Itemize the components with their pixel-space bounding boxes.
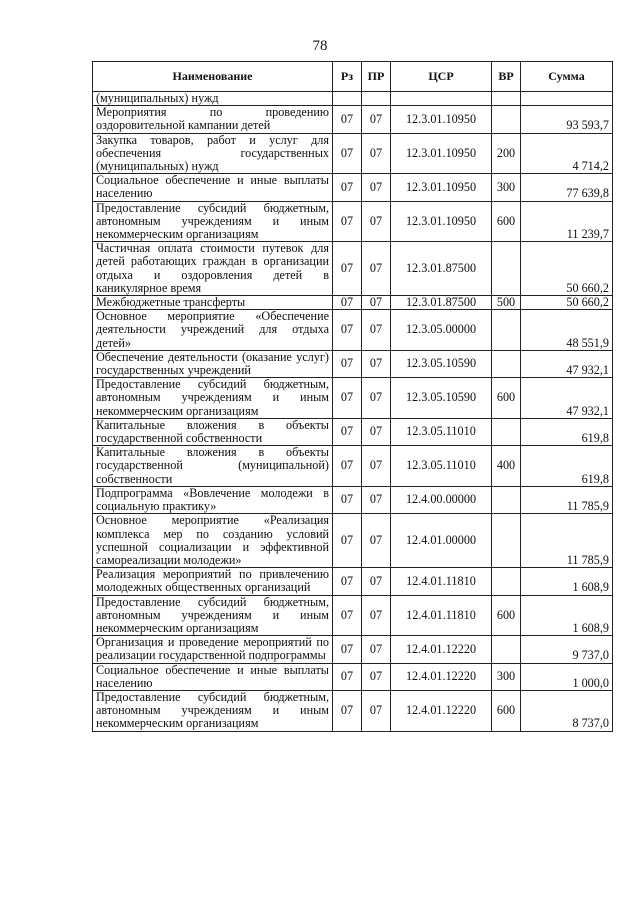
cell-pr [362,92,391,106]
table-row [93,242,613,296]
cell-vr [492,514,521,568]
cell-vr: 300 [492,174,521,201]
cell-vr [492,106,521,133]
cell-pr: 07 [362,514,391,568]
column-header-pr: ПР [362,62,391,92]
cell-csr: 12.4.01.12220 [391,663,492,690]
cell-pr: 07 [362,568,391,595]
cell-vr [492,486,521,513]
cell-csr: 12.3.01.10950 [391,133,492,174]
table-row [93,133,613,174]
cell-sum: 11 785,9 [521,486,613,513]
cell-rz: 07 [333,418,362,445]
table-header-row [93,62,613,92]
cell-name: Капитальные вложения в объекты государственной (муниципальной) собственности [93,446,333,487]
cell-vr: 200 [492,133,521,174]
cell-vr [492,242,521,296]
column-header-sum: Сумма [521,62,613,92]
cell-pr: 07 [362,201,391,242]
cell-pr: 07 [362,486,391,513]
cell-vr: 600 [492,378,521,419]
cell-name: Социальное обеспечение и иные выплаты населению [93,174,333,201]
cell-csr [391,92,492,106]
cell-sum: 4 714,2 [521,133,613,174]
cell-sum: 50 660,2 [521,242,613,296]
cell-name: Социальное обеспечение и иные выплаты населению [93,663,333,690]
cell-rz: 07 [333,663,362,690]
table-row [93,418,613,445]
cell-vr [492,350,521,377]
cell-rz: 07 [333,446,362,487]
cell-name: Основное мероприятие «Реализация комплекса мер по созданию условий успешной социализации и эффективной самореализации молодежи» [93,514,333,568]
cell-csr: 12.3.05.11010 [391,446,492,487]
table-row [93,106,613,133]
cell-name: Предоставление субсидий бюджетным, автономным учреждениям и иным некоммерческим организациям [93,690,333,731]
cell-name: Капитальные вложения в объекты государственной собственности [93,418,333,445]
table-row [93,296,613,310]
cell-csr: 12.3.05.00000 [391,310,492,351]
cell-rz: 07 [333,174,362,201]
cell-name: Межбюджетные трансферты [93,296,333,310]
cell-pr: 07 [362,133,391,174]
cell-rz: 07 [333,242,362,296]
cell-rz: 07 [333,486,362,513]
cell-pr: 07 [362,663,391,690]
table-row [93,636,613,663]
cell-csr: 12.3.01.10950 [391,174,492,201]
cell-rz: 07 [333,133,362,174]
cell-rz: 07 [333,106,362,133]
cell-csr: 12.4.01.11810 [391,595,492,636]
cell-csr: 12.4.01.11810 [391,568,492,595]
cell-csr: 12.3.05.10590 [391,350,492,377]
cell-rz: 07 [333,690,362,731]
cell-name: Организация и проведение мероприятий по реализации государственной подпрограммы [93,636,333,663]
table-row [93,174,613,201]
table-row [93,568,613,595]
cell-sum: 48 551,9 [521,310,613,351]
cell-sum: 11 239,7 [521,201,613,242]
cell-sum: 47 932,1 [521,378,613,419]
cell-csr: 12.3.05.10590 [391,378,492,419]
cell-pr: 07 [362,636,391,663]
cell-rz [333,92,362,106]
table-row [93,663,613,690]
cell-sum: 1 000,0 [521,663,613,690]
cell-pr: 07 [362,595,391,636]
cell-pr: 07 [362,446,391,487]
cell-name: Частичная оплата стоимости путевок для детей работающих граждан в организации отдыха и оздоровления детей в каникулярное время [93,242,333,296]
table-row [93,514,613,568]
table-row [93,310,613,351]
cell-vr: 400 [492,446,521,487]
cell-vr [492,310,521,351]
table-row [93,446,613,487]
cell-csr: 12.3.01.10950 [391,106,492,133]
cell-csr: 12.4.01.00000 [391,514,492,568]
cell-rz: 07 [333,595,362,636]
cell-rz: 07 [333,636,362,663]
cell-pr: 07 [362,174,391,201]
column-header-vr: ВР [492,62,521,92]
cell-sum: 1 608,9 [521,568,613,595]
cell-sum: 77 639,8 [521,174,613,201]
cell-name: Реализация мероприятий по привлечению молодежных общественных организаций [93,568,333,595]
cell-pr: 07 [362,418,391,445]
cell-sum: 9 737,0 [521,636,613,663]
column-header-name: Наименование [93,62,333,92]
cell-sum: 619,8 [521,446,613,487]
table-row [93,201,613,242]
cell-sum: 50 660,2 [521,296,613,310]
cell-name: Предоставление субсидий бюджетным, автономным учреждениям и иным некоммерческим организациям [93,378,333,419]
cell-csr: 12.4.00.00000 [391,486,492,513]
cell-vr: 600 [492,201,521,242]
cell-rz: 07 [333,378,362,419]
cell-pr: 07 [362,296,391,310]
cell-sum: 619,8 [521,418,613,445]
cell-rz: 07 [333,296,362,310]
cell-csr: 12.3.01.87500 [391,296,492,310]
cell-rz: 07 [333,514,362,568]
cell-vr: 600 [492,595,521,636]
cell-sum: 11 785,9 [521,514,613,568]
page-number: 78 [312,38,328,54]
cell-name: Предоставление субсидий бюджетным, автономным учреждениям и иным некоммерческим организациям [93,595,333,636]
cell-vr [492,92,521,106]
cell-csr: 12.3.01.10950 [391,201,492,242]
cell-name: Подпрограмма «Вовлечение молодежи в социальную практику» [93,486,333,513]
cell-sum: 47 932,1 [521,350,613,377]
cell-rz: 07 [333,310,362,351]
cell-pr: 07 [362,350,391,377]
table-row [93,486,613,513]
table-row [93,350,613,377]
cell-name: (муниципальных) нужд [93,92,333,106]
cell-vr [492,568,521,595]
cell-vr [492,418,521,445]
cell-name: Мероприятия по проведению оздоровительной кампании детей [93,106,333,133]
table-row [93,690,613,731]
cell-csr: 12.4.01.12220 [391,636,492,663]
cell-rz: 07 [333,568,362,595]
cell-pr: 07 [362,378,391,419]
cell-pr: 07 [362,106,391,133]
table-row [93,92,613,106]
cell-vr: 300 [492,663,521,690]
column-header-csr: ЦСР [391,62,492,92]
cell-name: Обеспечение деятельности (оказание услуг) государственных учреждений [93,350,333,377]
cell-rz: 07 [333,201,362,242]
cell-vr [492,636,521,663]
cell-sum: 8 737,0 [521,690,613,731]
cell-pr: 07 [362,310,391,351]
column-header-rz: Рз [333,62,362,92]
cell-csr: 12.3.05.11010 [391,418,492,445]
cell-csr: 12.4.01.12220 [391,690,492,731]
cell-csr: 12.3.01.87500 [391,242,492,296]
cell-pr: 07 [362,690,391,731]
cell-sum: 93 593,7 [521,106,613,133]
cell-name: Предоставление субсидий бюджетным, автономным учреждениям и иным некоммерческим организациям [93,201,333,242]
cell-sum: 1 608,9 [521,595,613,636]
budget-table [92,61,613,732]
cell-vr: 500 [492,296,521,310]
table-row [93,595,613,636]
cell-pr: 07 [362,242,391,296]
cell-name: Закупка товаров, работ и услуг для обеспечения государственных (муниципальных) нужд [93,133,333,174]
cell-vr: 600 [492,690,521,731]
cell-rz: 07 [333,350,362,377]
table-row [93,378,613,419]
cell-sum [521,92,613,106]
cell-name: Основное мероприятие «Обеспечение деятельности учреждений для отдыха детей» [93,310,333,351]
